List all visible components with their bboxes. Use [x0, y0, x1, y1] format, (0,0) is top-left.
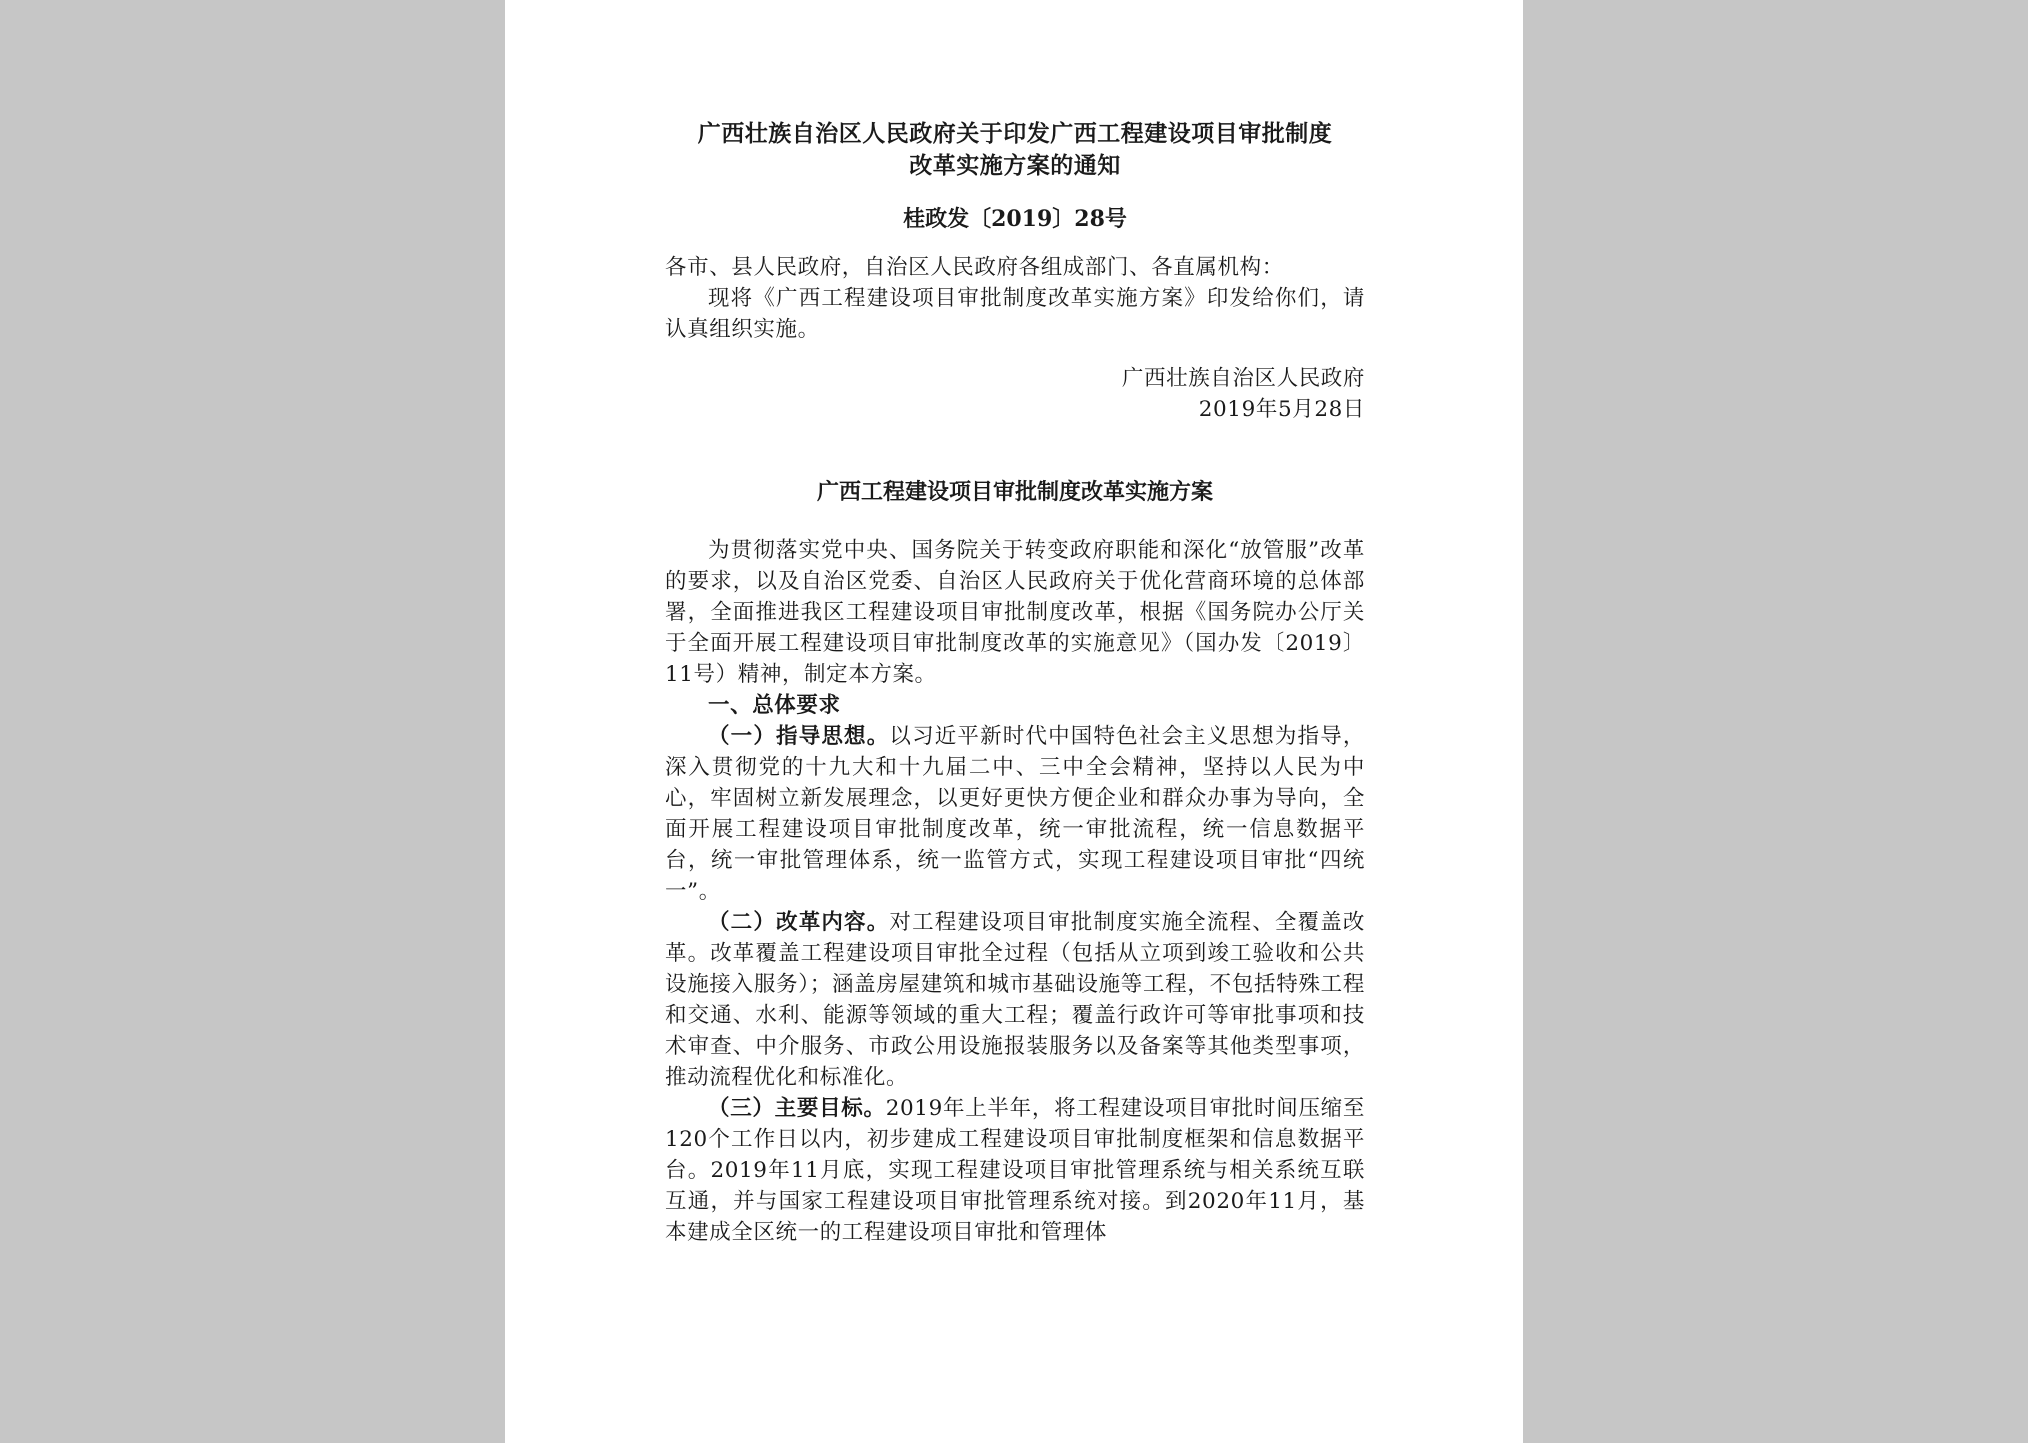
- notice-body: 现将《广西工程建设项目审批制度改革实施方案》印发给你们，请认真组织实施。: [665, 286, 1365, 342]
- item-label: （一）指导思想。: [708, 724, 890, 749]
- item-label: （二）改革内容。: [708, 910, 890, 935]
- page-content: [665, 118, 1365, 1248]
- signature-block: [665, 363, 1365, 425]
- item-text: 2019年上半年，将工程建设项目审批时间压缩至120个工作日以内，初步建成工程建设项目审批制度框架和信息数据平台。2019年11月底，实现工程建设项目审批管理系统与相关系统互联互通，并与国家工程建设项目审批管理系统对接。到2020年11月，基本建成全区统一的工程建设项目审批和管理体: [665, 1096, 1365, 1245]
- document-number: 桂政发〔2019〕28号: [903, 206, 1127, 232]
- plan-title: 广西工程建设项目审批制度改革实施方案: [816, 479, 1213, 505]
- issue-date: 2019年5月28日: [1198, 397, 1365, 422]
- title-line-2: 改革实施方案的通知: [909, 152, 1121, 179]
- document-title: [665, 118, 1365, 182]
- title-line-1: 广西壮族自治区人民政府关于印发广西工程建设项目审批制度: [697, 120, 1333, 147]
- item-main-goals: [665, 1093, 1365, 1248]
- signer: 广西壮族自治区人民政府: [1121, 366, 1365, 391]
- intro-paragraph: 为贯彻落实党中央、国务院关于转变政府职能和深化“放管服”改革的要求，以及自治区党委、自治区人民政府关于优化营商环境的总体部署，全面推进我区工程建设项目审批制度改革，根据《国务院办公厅关于全面开展工程建设项目审批制度改革的实施意见》（国办发〔2019〕11号）精神，制定本方案。: [665, 538, 1365, 687]
- item-reform-content: [665, 907, 1365, 1093]
- item-label: （三）主要目标。: [708, 1096, 886, 1121]
- item-guiding-ideology: [665, 721, 1365, 907]
- section-heading: 一、总体要求: [708, 693, 841, 718]
- item-text: 对工程建设项目审批制度实施全流程、全覆盖改革。改革覆盖工程建设项目审批全过程（包括从立项到竣工验收和公共设施接入服务）；涵盖房屋建筑和城市基础设施等工程，不包括特殊工程和交通、水利、能源等领域的重大工程；覆盖行政许可等审批事项和技术审查、中介服务、市政公用设施报装服务以及备案等其他类型事项，推动流程优化和标准化。: [665, 910, 1365, 1090]
- document-page: [505, 0, 1523, 1443]
- item-text: 以习近平新时代中国特色社会主义思想为指导，深入贯彻党的十九大和十九届二中、三中全会精神，坚持以人民为中心，牢固树立新发展理念，以更好更快方便企业和群众办事为导向，全面开展工程建设项目审批制度改革，统一审批流程，统一信息数据平台，统一审批管理体系，统一监管方式，实现工程建设项目审批“四统一”。: [665, 724, 1365, 904]
- addressee: 各市、县人民政府，自治区人民政府各组成部门、各直属机构：: [665, 255, 1284, 280]
